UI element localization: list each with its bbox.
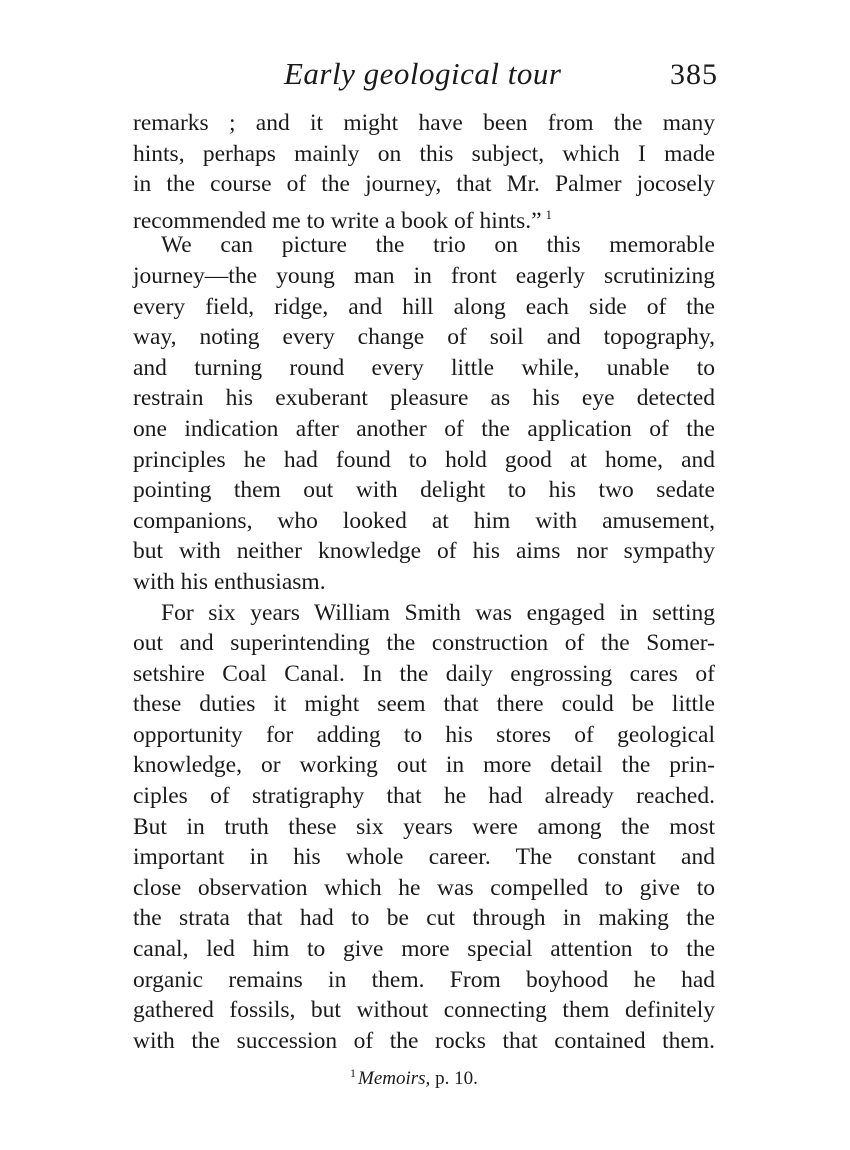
text-line: with his enthusiasm. <box>133 568 326 595</box>
text-line: organic remains in them. From boyhood he had <box>133 966 715 993</box>
text-line: in the course of the journey, that Mr. Palmer jocosely <box>133 171 715 198</box>
footnote <box>350 1066 478 1090</box>
text-line: with the succession of the rocks that contained them. <box>133 1027 715 1054</box>
text-line: companions, who looked at him with amusement, <box>133 507 715 534</box>
text-line: close observation which he was compelled to give to <box>133 874 715 901</box>
text-line: opportunity for adding to his stores of geological <box>133 721 715 748</box>
text-line: restrain his exuberant pleasure as his eye detected <box>133 385 715 412</box>
footnote-marker: 1 <box>350 1066 356 1080</box>
page-number: 385 <box>670 58 718 91</box>
text-line: pointing them out with delight to his two sedate <box>133 477 715 504</box>
text-line: But in truth these six years were among the most <box>133 813 715 840</box>
text-line: principles he had found to hold good at home, and <box>133 446 715 473</box>
text-line-content: recommended me to write a book of hints.” <box>133 207 542 234</box>
text-line: the strata that had to be cut through in making the <box>133 905 715 932</box>
text-line: canal, led him to give more special attention to the <box>133 936 715 963</box>
page-header <box>0 56 850 96</box>
text-line: and turning round every little while, unable to <box>133 354 715 381</box>
text-line: but with neither knowledge of his aims nor sympathy <box>133 538 715 565</box>
text-line: hints, perhaps mainly on this subject, which I made <box>133 140 715 167</box>
footnote-source-title: Memoirs, <box>358 1068 431 1089</box>
text-line <box>133 200 715 234</box>
text-line: one indication after another of the application of the <box>133 415 715 442</box>
footnote-page: p. 10. <box>430 1068 478 1089</box>
footnote-reference: 1 <box>545 206 553 222</box>
text-line: ciples of stratigraphy that he had already reached. <box>133 783 715 810</box>
text-line: journey—the young man in front eagerly scrutinizing <box>133 262 715 289</box>
text-line: gathered fossils, but without connecting them definitely <box>133 997 715 1024</box>
text-line: setshire Coal Canal. In the daily engrossing cares of <box>133 660 715 687</box>
text-line: way, noting every change of soil and topography, <box>133 324 715 351</box>
body-text <box>133 108 715 1056</box>
text-line: knowledge, or working out in more detail the prin- <box>133 752 715 779</box>
running-title: Early geological tour <box>284 56 562 91</box>
text-line: every field, ridge, and hill along each side of the <box>133 293 715 320</box>
text-line: out and superintending the construction of the Somer- <box>133 630 715 657</box>
text-line: these duties it might seem that there could be little <box>133 691 715 718</box>
text-line: important in his whole career. The constant and <box>133 844 715 871</box>
text-line: For six years William Smith was engaged in setting <box>161 599 715 626</box>
text-line: remarks ; and it might have been from the many <box>133 110 715 136</box>
text-line: We can picture the trio on this memorable <box>161 232 715 259</box>
